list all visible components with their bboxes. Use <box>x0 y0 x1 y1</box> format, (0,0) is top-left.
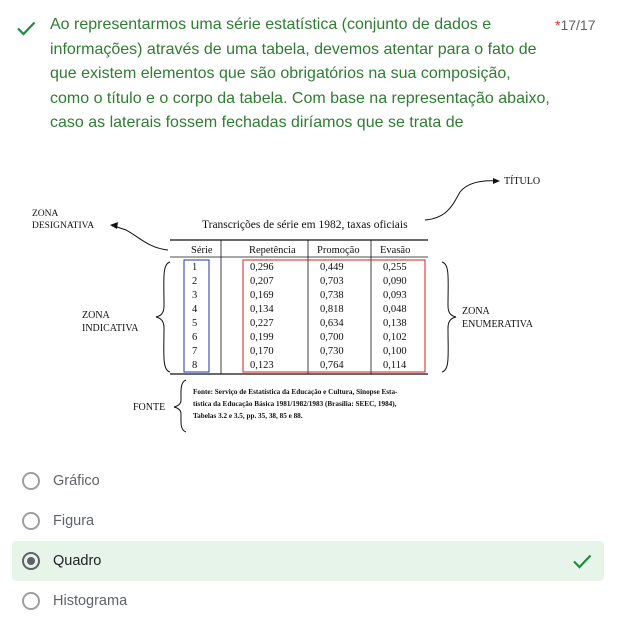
cell-serie-2: 2 <box>192 276 198 287</box>
cell-serie-7: 7 <box>192 346 198 357</box>
label-zona-designativa-2: DESIGNATIVA <box>32 221 95 231</box>
header-serie: Série <box>191 245 213 256</box>
cell-repetencia-1: 0,296 <box>250 262 274 273</box>
option-figura-label: Figura <box>53 513 95 529</box>
cell-promocao-8: 0,764 <box>320 360 344 371</box>
option-histograma[interactable] <box>12 581 604 621</box>
arrow-designativa-head <box>110 222 118 229</box>
arrow-titulo-head <box>493 178 500 184</box>
option-quadro-label: Quadro <box>53 553 102 569</box>
option-grafico-label: Gráfico <box>53 473 100 489</box>
cell-promocao-1: 0,449 <box>320 262 344 273</box>
header-evasao: Evasão <box>380 245 411 256</box>
cell-repetencia-6: 0,199 <box>250 332 274 343</box>
cell-promocao-7: 0,730 <box>320 346 344 357</box>
cell-serie-5: 5 <box>192 318 198 329</box>
source-brace <box>174 380 186 432</box>
cell-evasao-6: 0,102 <box>383 332 407 343</box>
option-figura[interactable] <box>12 501 604 541</box>
radio-quadro[interactable] <box>22 552 40 570</box>
cell-repetencia-7: 0,170 <box>250 346 274 357</box>
cell-promocao-3: 0,738 <box>320 290 344 301</box>
header-repetencia: Repetência <box>249 245 296 256</box>
question-text: Ao representarmos uma série estatística (conjunto de dados e informações) através de uma tabela, devemos atentar para o fato de que existem elementos que são obrigatórios na sua composição, como o título e o corpo da tabela. Com base na representação abaixo, caso as laterais fossem fechadas diríamos que se trata de <box>50 16 550 131</box>
option-quadro[interactable] <box>12 541 604 581</box>
cell-serie-8: 8 <box>192 360 198 371</box>
table-body <box>192 262 407 371</box>
cell-repetencia-2: 0,207 <box>250 276 274 287</box>
option-grafico[interactable] <box>12 461 604 501</box>
cell-repetencia-5: 0,227 <box>250 318 274 329</box>
label-zona-enumerativa-1: ZONA <box>462 306 490 317</box>
arrow-titulo <box>425 181 498 220</box>
cell-serie-1: 1 <box>192 262 198 273</box>
cell-promocao-5: 0,634 <box>320 318 344 329</box>
label-zona-enumerativa-2: ENUMERATIVA <box>462 319 533 330</box>
cell-evasao-3: 0,093 <box>383 290 407 301</box>
source-line-3: Tabelas 3.2 e 3.5, pp. 35, 38, 85 e 88. <box>193 412 303 420</box>
arrow-designativa <box>114 226 168 250</box>
cell-promocao-6: 0,700 <box>320 332 344 343</box>
label-zona-indicativa-1: ZONA <box>82 310 110 321</box>
cell-repetencia-4: 0,134 <box>250 304 274 315</box>
source-line-2: tística da Educação Básica 1981/1982/1983 (Brasília: SEEC, 1984), <box>193 400 397 408</box>
radio-histograma[interactable] <box>22 592 40 610</box>
cell-evasao-1: 0,255 <box>383 262 407 273</box>
label-fonte: FONTE <box>133 402 166 413</box>
cell-promocao-2: 0,703 <box>320 276 344 287</box>
enumerative-brace <box>442 262 456 372</box>
cell-evasao-7: 0,100 <box>383 346 407 357</box>
label-zona-designativa-1: ZONA <box>32 209 59 219</box>
correct-check-icon <box>14 16 38 40</box>
cell-serie-3: 3 <box>192 290 198 301</box>
indicative-brace <box>156 262 170 372</box>
cell-evasao-2: 0,090 <box>383 276 407 287</box>
cell-repetencia-8: 0,123 <box>250 360 274 371</box>
cell-evasao-5: 0,138 <box>383 318 407 329</box>
cell-serie-4: 4 <box>192 304 198 315</box>
answer-options <box>12 461 604 621</box>
cell-serie-6: 6 <box>192 332 198 343</box>
cell-repetencia-3: 0,169 <box>250 290 274 301</box>
option-histograma-label: Histograma <box>53 593 128 609</box>
question-points <box>555 17 596 33</box>
table-title: Transcrições de série em 1982, taxas oficiais <box>202 219 408 231</box>
source-line-1: Fonte: Serviço de Estatística da Educação e Cultura, Sinopse Esta- <box>193 388 398 396</box>
header-promocao: Promoção <box>317 245 360 256</box>
label-titulo: TÍTULO <box>504 176 541 187</box>
points-value: 17/17 <box>560 17 596 33</box>
cell-promocao-4: 0,818 <box>320 304 344 315</box>
correct-answer-check-icon <box>570 549 594 573</box>
cell-evasao-8: 0,114 <box>383 360 407 371</box>
cell-evasao-4: 0,048 <box>383 304 407 315</box>
required-mark: * <box>555 17 561 33</box>
radio-grafico[interactable] <box>22 472 40 490</box>
table-structure-figure <box>28 168 558 440</box>
radio-figura[interactable] <box>22 512 40 530</box>
label-zona-indicativa-2: INDICATIVA <box>82 323 139 334</box>
